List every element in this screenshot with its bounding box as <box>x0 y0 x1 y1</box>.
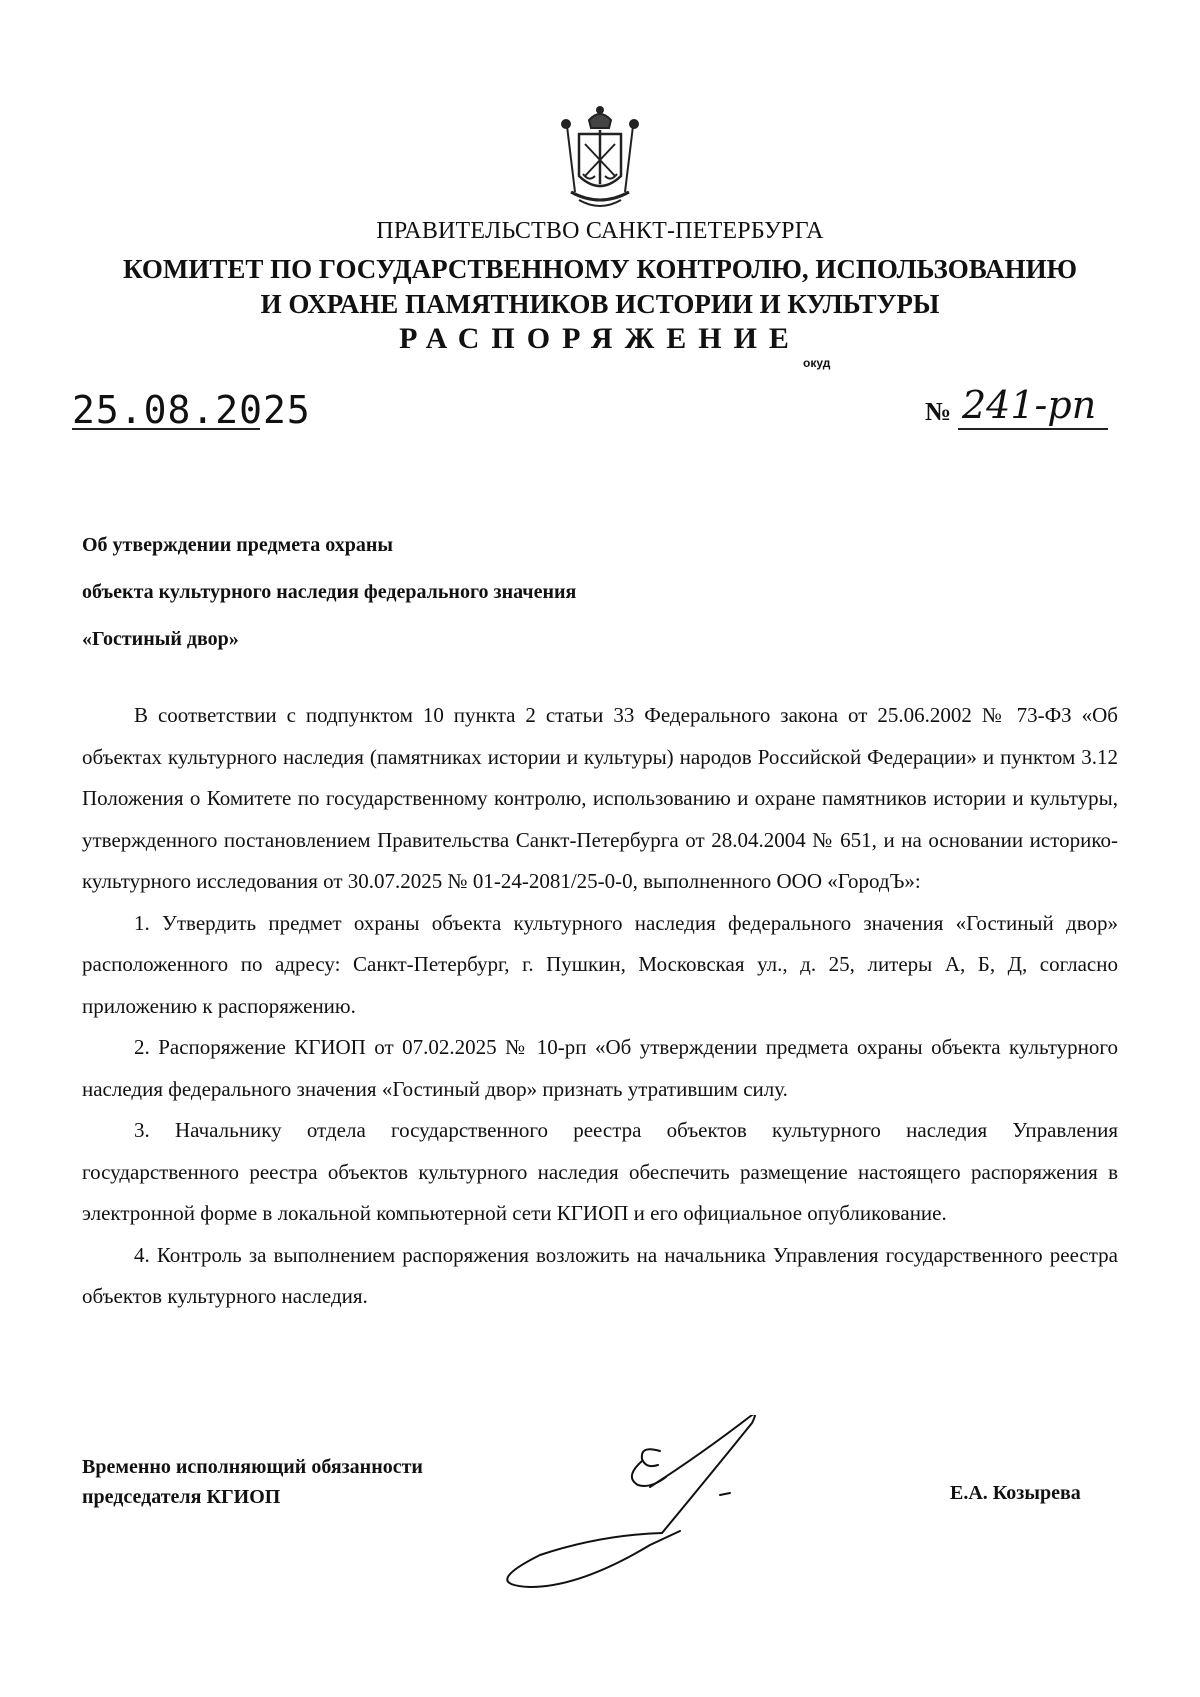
item-paragraph-1: 1. Утвердить предмет охраны объекта культурного наследия федерального значения «Гостиный двор» расположенного по адресу: Санкт-Петербург, г. Пушкин, Московская ул., д. 25, литеры А, Б, Д, согласно приложению к распоряжению. <box>82 910 1118 1018</box>
committee-line-2: И ОХРАНЕ ПАМЯТНИКОВ ИСТОРИИ И КУЛЬТУРЫ <box>260 289 940 319</box>
document-body <box>82 695 1118 1318</box>
subject-line-3: «Гостиный двор» <box>82 628 239 650</box>
government-name: ПРАВИТЕЛЬСТВО САНКТ-ПЕТЕРБУРГА <box>376 218 824 244</box>
signatory-title <box>82 1452 423 1512</box>
subject-line-1: Об утверждении предмета охраны <box>82 534 393 556</box>
okud-label: окуд <box>803 356 831 370</box>
date-underline <box>72 428 260 430</box>
item-paragraph-3: 3. Начальнику отдела государственного реестра объектов культурного наследия Управления государственного реестра объектов культурного наследия обеспечить размещение настоящего распоряжения в электронной форме в локальной компьютерной сети КГИОП и его официальное опубликование. <box>82 1118 1118 1225</box>
item-paragraph-4: 4. Контроль за выполнением распоряжения возложить на начальника Управления государственного реестра объектов культурного наследия. <box>82 1242 1118 1308</box>
document-number: 241-рп <box>962 383 1097 427</box>
subject-line-2: объекта культурного наследия федерального значения <box>82 581 577 603</box>
preamble-paragraph: В соответствии с подпунктом 10 пункта 2 статьи 33 Федерального закона от 25.06.2002 № 73-ФЗ «Об объектах культурного наследия (памятниках истории и культуры) народов Российской Федерации» и пунктом 3.12 Положения о Комитете по государственному контролю, использованию и охране памятников истории и культуры, утвержденного постановлением Правительства Санкт-Петербурга от 28.04.2004 № 651, и на основании историко-культурного исследования от 30.07.2025 № 01-24-2081/25-0-0, выполненного ООО «ГородЪ»: <box>82 703 1118 893</box>
committee-line-1: КОМИТЕТ ПО ГОСУДАРСТВЕННОМУ КОНТРОЛЮ, ИСПОЛЬЗОВАНИЮ <box>123 254 1077 284</box>
signatory-name: Е.А. Козырева <box>950 1482 1081 1504</box>
document-date: 25.08.2025 <box>72 388 311 432</box>
coat-of-arms-icon <box>545 104 655 214</box>
signatory-title-line-2: председателя КГИОП <box>82 1486 281 1508</box>
handwritten-signature <box>490 1415 830 1595</box>
document-type: РАСПОРЯЖЕНИЕ <box>399 322 801 355</box>
number-label: № <box>925 397 952 426</box>
document-subject <box>82 522 576 663</box>
number-underline <box>958 428 1108 430</box>
signatory-title-line-1: Временно исполняющий обязанности <box>82 1456 423 1478</box>
committee-name <box>60 252 1140 322</box>
item-paragraph-2: 2. Распоряжение КГИОП от 07.02.2025 № 10-рп «Об утверждении предмета охраны объекта культурного наследия федерального значения «Гостиный двор» признать утратившим силу. <box>82 1035 1118 1101</box>
